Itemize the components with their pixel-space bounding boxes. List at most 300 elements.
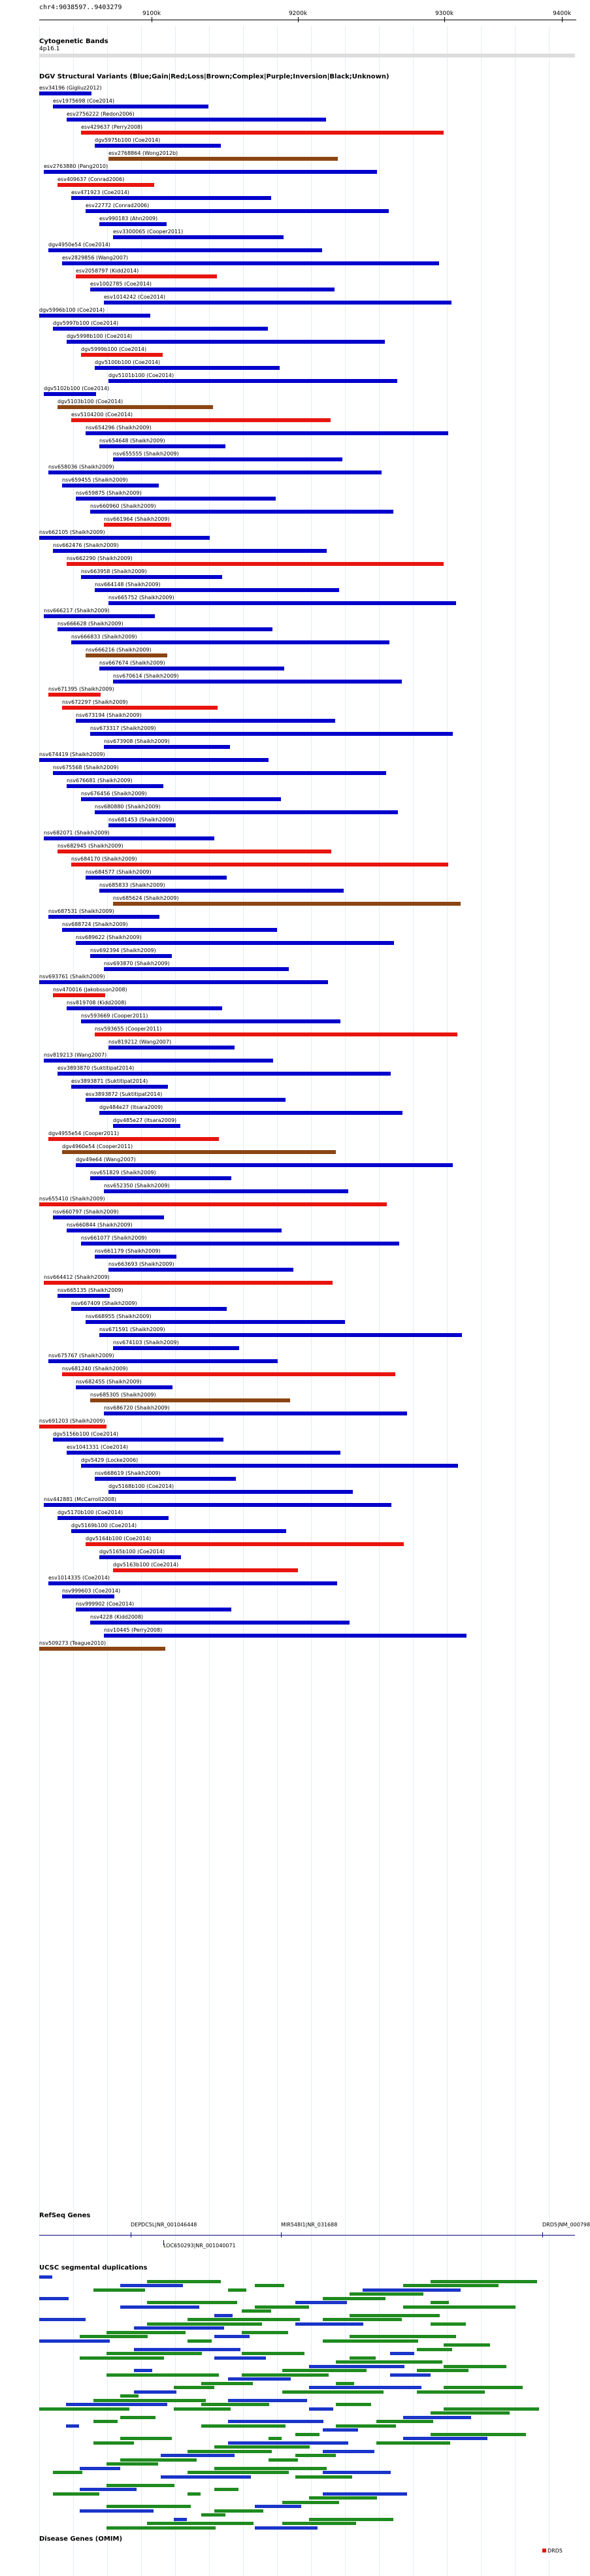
segdup-bar[interactable] [53,2471,82,2474]
segdup-bar[interactable] [53,2492,99,2496]
segdup-bar[interactable] [242,2309,271,2313]
dgv-variant-label[interactable]: nsv693761 (Shaikh2009) [39,974,105,980]
segdup-bar[interactable] [201,2403,269,2406]
dgv-variant-label[interactable]: esv1041331 (Coe2014) [67,1444,128,1450]
dgv-variant-bar[interactable] [76,1608,231,1611]
dgv-variant-bar[interactable] [48,1359,278,1363]
dgv-variant-bar[interactable] [62,261,439,265]
dgv-variant-bar[interactable] [39,314,150,318]
dgv-variant-label[interactable]: nsv687531 (Shaikh2009) [48,908,114,914]
segdup-bar[interactable] [403,2437,487,2440]
dgv-variant-bar[interactable] [44,1059,273,1063]
segdup-bar[interactable] [323,2492,407,2496]
dgv-variant-bar[interactable] [62,484,159,487]
segdup-bar[interactable] [431,2301,449,2304]
segdup-bar[interactable] [134,2390,169,2394]
segdup-bar[interactable] [214,2488,238,2491]
segdup-bar[interactable] [282,2501,339,2504]
segdup-bar[interactable] [39,2297,69,2300]
segdup-bar[interactable] [242,2352,304,2355]
dgv-variant-bar[interactable] [71,196,271,200]
dgv-variant-bar[interactable] [99,444,225,448]
dgv-variant-label[interactable]: dgv5168b100 (Coe2014) [108,1483,174,1489]
segdup-bar[interactable] [255,2505,301,2508]
dgv-variant-label[interactable]: nsv509273 (Teague2010) [39,1640,107,1646]
segdup-bar[interactable] [174,2518,187,2521]
segdup-bar[interactable] [134,2348,240,2351]
dgv-variant-bar[interactable] [67,562,444,566]
dgv-variant-bar[interactable] [76,719,335,723]
dgv-variant-bar[interactable] [39,980,328,984]
segdup-bar[interactable] [80,2488,137,2491]
segdup-bar[interactable] [444,2365,506,2368]
dgv-variant-bar[interactable] [71,418,331,422]
segdup-bar[interactable] [134,2326,224,2330]
segdup-bar[interactable] [214,2335,250,2338]
segdup-bar[interactable] [107,2484,174,2487]
dgv-variant-label[interactable]: nsv651829 (Shaikh2009) [90,1170,156,1176]
dgv-variant-label[interactable]: nsv593669 (Cooper2011) [81,1013,148,1019]
dgv-variant-label[interactable]: nsv681240 (Shaikh2009) [62,1366,128,1372]
segdup-bar[interactable] [107,2331,186,2334]
dgv-variant-label[interactable]: nsv673908 (Shaikh2009) [104,738,170,744]
dgv-variant-label[interactable]: esv2829856 (Wang2007) [62,255,129,261]
dgv-variant-label[interactable]: dgv5169b100 (Coe2014) [71,1523,137,1528]
dgv-variant-label[interactable]: nsv668619 (Shaikh2009) [95,1470,161,1476]
dgv-variant-label[interactable]: dgv5975b100 (Coe2014) [95,137,161,143]
dgv-variant-label[interactable]: nsv661077 (Shaikh2009) [81,1235,147,1241]
segdup-bar[interactable] [39,2339,102,2343]
dgv-variant-bar[interactable] [53,993,105,997]
dgv-variant-bar[interactable] [57,1072,391,1076]
segdup-bar[interactable] [174,2407,231,2411]
dgv-variant-label[interactable]: nsv671395 (Shaikh2009) [48,686,114,692]
dgv-variant-bar[interactable] [71,1307,227,1311]
segdup-bar[interactable] [147,2301,237,2304]
segdup-bar[interactable] [39,2407,129,2411]
dgv-variant-bar[interactable] [53,105,208,108]
dgv-variant-bar[interactable] [44,1281,333,1285]
dgv-variant-bar[interactable] [81,575,222,579]
segdup-bar[interactable] [93,2441,134,2445]
dgv-variant-label[interactable]: nsv682455 (Shaikh2009) [76,1379,142,1385]
dgv-variant-bar[interactable] [113,1124,180,1128]
dgv-variant-bar[interactable] [57,1294,110,1298]
dgv-variant-label[interactable]: nsv660844 (Shaikh2009) [67,1222,133,1228]
segdup-bar[interactable] [323,2450,374,2453]
dgv-variant-label[interactable]: nsv680880 (Shaikh2009) [95,804,161,810]
segdup-bar[interactable] [309,2386,421,2389]
dgv-variant-bar[interactable] [86,653,167,657]
dgv-variant-bar[interactable] [48,248,322,252]
dgv-variant-label[interactable]: nsv654648 (Shaikh2009) [99,438,165,444]
dgv-variant-label[interactable]: dgv5996b100 (Coe2014) [39,307,105,313]
dgv-variant-bar[interactable] [76,497,276,501]
dgv-variant-label[interactable]: dgv4955e54 (Cooper2011) [48,1131,120,1136]
segdup-bar[interactable] [431,2322,466,2326]
dgv-variant-label[interactable]: dgv49e64 (Wang2007) [76,1157,136,1163]
segdup-bar[interactable] [66,2403,167,2406]
segdup-bar[interactable] [242,2331,288,2334]
dgv-variant-bar[interactable] [108,601,456,605]
dgv-variant-label[interactable]: dgv5163b100 (Coe2014) [113,1562,179,1568]
dgv-variant-label[interactable]: dgv484e27 (Itsara2009) [99,1104,163,1110]
segdup-bar[interactable] [336,2382,354,2385]
dgv-variant-bar[interactable] [86,209,389,213]
dgv-variant-bar[interactable] [44,1503,391,1507]
dgv-variant-bar[interactable] [48,471,382,474]
dgv-variant-label[interactable]: nsv655410 (Shaikh2009) [39,1196,105,1202]
segdup-bar[interactable] [323,2471,391,2474]
dgv-variant-bar[interactable] [48,1137,219,1141]
segdup-bar[interactable] [336,2360,442,2364]
segdup-bar[interactable] [39,2318,86,2321]
segdup-bar[interactable] [323,2339,418,2343]
segdup-bar[interactable] [188,2339,212,2343]
segdup-bar[interactable] [107,2526,208,2530]
segdup-bar[interactable] [431,2433,526,2436]
segdup-bar[interactable] [228,2288,246,2292]
segdup-bar[interactable] [188,2492,201,2496]
disease-gene-label[interactable]: DRD5 [548,2548,563,2554]
dgv-variant-label[interactable]: nsv691203 (Shaikh2009) [39,1418,105,1424]
segdup-bar[interactable] [417,2390,485,2394]
segdup-bar[interactable] [282,2522,356,2525]
dgv-variant-bar[interactable] [76,1385,172,1389]
refseq-gene-label[interactable]: LOC650293|NR_001040071 [163,2243,236,2249]
dgv-variant-label[interactable]: nsv658036 (Shaikh2009) [48,464,114,470]
dgv-variant-bar[interactable] [57,850,331,853]
segdup-bar[interactable] [214,2314,233,2317]
dgv-variant-bar[interactable] [108,1268,293,1272]
dgv-variant-label[interactable]: nsv662105 (Shaikh2009) [39,529,105,535]
dgv-variant-label[interactable]: nsv661179 (Shaikh2009) [95,1248,161,1254]
segdup-bar[interactable] [214,2445,310,2449]
dgv-variant-label[interactable]: dgv4960e54 (Cooper2011) [62,1144,133,1149]
dgv-variant-bar[interactable] [67,784,163,788]
dgv-variant-bar[interactable] [71,1085,168,1089]
dgv-variant-bar[interactable] [62,1594,114,1598]
segdup-bar[interactable] [431,2411,510,2415]
dgv-variant-label[interactable]: esv429637 (Perry2008) [81,124,143,130]
dgv-variant-label[interactable]: dgv5999b100 (Coe2014) [81,346,147,352]
dgv-variant-bar[interactable] [53,1438,223,1442]
dgv-variant-bar[interactable] [95,144,221,148]
segdup-bar[interactable] [417,2369,468,2372]
dgv-variant-bar[interactable] [62,1372,395,1376]
dgv-variant-label[interactable]: dgv5164b100 (Coe2014) [86,1536,152,1542]
dgv-variant-label[interactable]: nsv662476 (Shaikh2009) [53,542,119,548]
dgv-variant-label[interactable]: nsv685305 (Shaikh2009) [90,1392,156,1398]
dgv-variant-bar[interactable] [108,157,338,161]
segdup-bar[interactable] [323,2428,358,2432]
dgv-variant-label[interactable]: esv990183 (Ahn2009) [99,216,158,222]
dgv-variant-label[interactable]: nsv673317 (Shaikh2009) [90,725,156,731]
dgv-variant-bar[interactable] [67,1451,340,1455]
dgv-variant-label[interactable]: esv22772 (Conrad2006) [86,203,150,208]
dgv-variant-label[interactable]: nsv4228 (Kidd2008) [90,1614,144,1620]
dgv-variant-label[interactable]: esv5104200 (Coe2014) [71,412,133,418]
dgv-variant-bar[interactable] [104,1634,467,1638]
dgv-variant-bar[interactable] [44,836,214,840]
dgv-variant-bar[interactable] [113,680,402,684]
dgv-variant-label[interactable]: nsv660960 (Shaikh2009) [90,503,156,509]
dgv-variant-bar[interactable] [95,366,280,370]
segdup-bar[interactable] [309,2496,377,2500]
dgv-variant-bar[interactable] [76,941,394,945]
dgv-variant-bar[interactable] [81,131,444,135]
dgv-variant-bar[interactable] [62,1150,336,1154]
dgv-variant-label[interactable]: nsv692394 (Shaikh2009) [90,948,156,953]
dgv-variant-label[interactable]: nsv665752 (Shaikh2009) [108,595,174,601]
dgv-variant-label[interactable]: nsv675767 (Shaikh2009) [48,1353,114,1359]
segdup-bar[interactable] [309,2365,404,2368]
segdup-bar[interactable] [403,2305,516,2309]
dgv-variant-label[interactable]: esv1975698 (Coe2014) [53,98,114,104]
dgv-variant-bar[interactable] [53,1215,164,1219]
dgv-variant-label[interactable]: esv2768864 (Wong2012b) [108,150,178,156]
dgv-variant-bar[interactable] [99,1555,181,1559]
refseq-gene-label[interactable]: DRD5|NM_000798 [542,2222,590,2228]
dgv-variant-label[interactable]: nsv689622 (Shaikh2009) [76,934,142,940]
dgv-variant-label[interactable]: nsv682071 (Shaikh2009) [44,830,110,836]
segdup-bar[interactable] [134,2369,152,2372]
dgv-variant-bar[interactable] [90,1176,231,1180]
dgv-variant-bar[interactable] [108,823,176,827]
dgv-variant-label[interactable]: nsv681453 (Shaikh2009) [108,817,174,823]
segdup-bar[interactable] [403,2416,471,2419]
dgv-variant-bar[interactable] [39,1425,107,1428]
dgv-variant-bar[interactable] [48,915,159,919]
segdup-bar[interactable] [336,2424,387,2428]
segdup-bar[interactable] [431,2280,537,2283]
dgv-variant-label[interactable]: esv1014242 (Coe2014) [104,294,165,300]
dgv-variant-bar[interactable] [99,1111,402,1115]
dgv-variant-label[interactable]: nsv662290 (Shaikh2009) [67,555,133,561]
dgv-variant-bar[interactable] [81,1464,458,1468]
segdup-bar[interactable] [147,2280,221,2283]
segdup-bar[interactable] [295,2475,352,2479]
segdup-bar[interactable] [201,2513,225,2517]
dgv-variant-label[interactable]: nsv654296 (Shaikh2009) [86,425,152,431]
segdup-bar[interactable] [107,2373,219,2377]
dgv-variant-label[interactable]: esv2756222 (Redon2006) [67,111,135,117]
dgv-variant-label[interactable]: esv409637 (Conrad2006) [57,176,125,182]
dgv-variant-bar[interactable] [99,889,344,893]
dgv-variant-bar[interactable] [90,1398,290,1402]
dgv-variant-bar[interactable] [99,667,284,670]
dgv-variant-bar[interactable] [76,1163,453,1167]
dgv-variant-bar[interactable] [67,1229,282,1232]
segdup-bar[interactable] [323,2297,385,2300]
dgv-variant-bar[interactable] [86,1320,345,1324]
refseq-gene-label[interactable]: DEPDC5L|NR_001046448 [131,2222,197,2228]
dgv-variant-label[interactable]: dgv485e27 (Itsara2009) [113,1117,177,1123]
dgv-variant-bar[interactable] [67,340,385,344]
dgv-variant-label[interactable]: esv2763880 (Pang2010) [44,163,108,169]
segdup-bar[interactable] [255,2284,284,2287]
disease-gene-mark[interactable] [542,2549,546,2552]
segdup-bar[interactable] [214,2509,255,2513]
dgv-variant-bar[interactable] [39,536,210,540]
segdup-bar[interactable] [444,2407,539,2411]
segdup-bar[interactable] [120,2394,139,2398]
segdup-bar[interactable] [120,2416,156,2419]
dgv-variant-label[interactable]: esv34196 (Gigliuz2012) [39,85,102,91]
dgv-variant-label[interactable]: dgv5997b100 (Coe2014) [53,320,119,326]
dgv-variant-bar[interactable] [81,1019,340,1023]
dgv-variant-label[interactable]: nsv676456 (Shaikh2009) [81,791,147,797]
dgv-variant-label[interactable]: dgv5102b100 (Coe2014) [44,386,110,391]
dgv-variant-label[interactable]: dgv5103b100 (Coe2014) [57,399,123,405]
dgv-variant-bar[interactable] [71,1529,286,1533]
dgv-variant-label[interactable]: nsv819212 (Wang2007) [108,1039,172,1045]
dgv-variant-bar[interactable] [95,810,398,814]
dgv-variant-label[interactable]: nsv10445 (Perry2008) [104,1627,163,1633]
segdup-bar[interactable] [161,2454,235,2457]
dgv-variant-bar[interactable] [108,1046,235,1049]
segdup-bar[interactable] [80,2335,148,2338]
dgv-variant-bar[interactable] [81,797,281,801]
dgv-variant-label[interactable]: nsv666217 (Shaikh2009) [44,608,110,614]
dgv-variant-bar[interactable] [90,732,453,736]
dgv-variant-label[interactable]: nsv674419 (Shaikh2009) [39,751,105,757]
segdup-bar[interactable] [295,2454,336,2457]
dgv-variant-bar[interactable] [44,170,377,174]
dgv-variant-label[interactable]: nsv667674 (Shaikh2009) [99,660,165,666]
dgv-variant-bar[interactable] [95,1255,176,1259]
dgv-variant-bar[interactable] [67,1006,222,1010]
dgv-variant-label[interactable]: nsv655555 (Shaikh2009) [113,451,179,457]
segdup-bar[interactable] [201,2382,253,2385]
segdup-bar[interactable] [93,2420,118,2423]
dgv-variant-label[interactable]: nsv666216 (Shaikh2009) [86,647,152,653]
segdup-bar[interactable] [323,2318,402,2321]
dgv-variant-bar[interactable] [113,235,284,239]
dgv-variant-bar[interactable] [104,523,171,527]
dgv-variant-label[interactable]: dgv5170b100 (Coe2014) [57,1510,123,1515]
dgv-variant-bar[interactable] [113,457,342,461]
dgv-variant-label[interactable]: nsv652350 (Shaikh2009) [104,1183,170,1189]
segdup-bar[interactable] [295,2433,320,2436]
segdup-bar[interactable] [444,2386,523,2389]
dgv-variant-bar[interactable] [90,510,393,514]
segdup-bar[interactable] [188,2471,289,2474]
dgv-variant-label[interactable]: dgv4950e54 (Coe2014) [48,242,110,248]
refseq-gene-label[interactable]: MIR548I1|NR_031688 [281,2222,338,2228]
segdup-bar[interactable] [188,2318,300,2321]
segdup-bar[interactable] [201,2424,286,2428]
segdup-bar[interactable] [188,2450,272,2453]
dgv-variant-label[interactable]: nsv470016 (Jakobsson2008) [53,987,127,993]
dgv-variant-label[interactable]: nsv663693 (Shaikh2009) [108,1261,174,1267]
segdup-bar[interactable] [269,2458,298,2462]
dgv-variant-bar[interactable] [76,274,217,278]
dgv-variant-bar[interactable] [113,1568,298,1572]
dgv-variant-bar[interactable] [108,1490,353,1494]
dgv-variant-label[interactable]: dgv5101b100 (Coe2014) [108,372,174,378]
dgv-variant-label[interactable]: nsv685624 (Shaikh2009) [113,895,179,901]
dgv-variant-bar[interactable] [113,1346,239,1350]
dgv-variant-bar[interactable] [57,627,272,631]
segdup-bar[interactable] [242,2373,321,2377]
dgv-variant-label[interactable]: esv3893870 (Suktitipat2014) [57,1065,135,1071]
dgv-variant-bar[interactable] [81,1242,399,1246]
segdup-bar[interactable] [363,2288,453,2292]
dgv-variant-label[interactable]: esv2058797 (Kidd2014) [76,268,139,274]
dgv-variant-label[interactable]: dgv5100b100 (Coe2014) [95,359,161,365]
segdup-bar[interactable] [120,2305,199,2309]
segdup-bar[interactable] [350,2314,440,2317]
dgv-variant-label[interactable]: nsv661964 (Shaikh2009) [104,516,170,522]
segdup-bar[interactable] [93,2288,145,2292]
segdup-bar[interactable] [214,2356,266,2360]
dgv-variant-bar[interactable] [48,1581,337,1585]
segdup-bar[interactable] [147,2522,254,2525]
segdup-bar[interactable] [228,2441,340,2445]
dgv-variant-bar[interactable] [86,431,448,435]
dgv-variant-label[interactable]: nsv688724 (Shaikh2009) [62,921,128,927]
segdup-bar[interactable] [350,2335,456,2338]
dgv-variant-label[interactable]: nsv665135 (Shaikh2009) [57,1287,123,1293]
dgv-variant-label[interactable]: dgv5998b100 (Coe2014) [67,333,133,339]
dgv-variant-bar[interactable] [53,327,268,331]
dgv-variant-bar[interactable] [39,758,269,762]
dgv-variant-label[interactable]: nsv684577 (Shaikh2009) [86,869,152,875]
segdup-bar[interactable] [282,2369,367,2372]
segdup-bar[interactable] [309,2518,393,2521]
segdup-bar[interactable] [107,2462,158,2466]
segdup-bar[interactable] [390,2352,414,2355]
dgv-variant-label[interactable]: nsv819213 (Wang2007) [44,1052,107,1058]
dgv-variant-label[interactable]: nsv664148 (Shaikh2009) [95,582,161,587]
dgv-variant-bar[interactable] [90,954,172,958]
segdup-bar[interactable] [376,2420,433,2423]
dgv-variant-label[interactable]: dgv5429 (Locke2006) [81,1457,139,1463]
dgv-variant-bar[interactable] [39,1647,165,1651]
dgv-variant-label[interactable]: nsv673194 (Shaikh2009) [76,712,142,718]
segdup-bar[interactable] [66,2424,79,2428]
dgv-variant-bar[interactable] [95,588,339,592]
dgv-variant-label[interactable]: nsv442881 (McCarroll2008) [44,1496,117,1502]
dgv-variant-bar[interactable] [44,392,96,396]
dgv-variant-bar[interactable] [104,745,230,749]
dgv-variant-bar[interactable] [95,1477,236,1481]
dgv-variant-bar[interactable] [57,1516,169,1520]
dgv-variant-label[interactable]: nsv685833 (Shaikh2009) [99,882,165,888]
dgv-variant-label[interactable]: nsv666628 (Shaikh2009) [57,621,123,627]
dgv-variant-label[interactable]: nsv675568 (Shaikh2009) [53,765,119,770]
dgv-variant-bar[interactable] [90,1621,350,1625]
dgv-variant-bar[interactable] [39,91,91,95]
dgv-variant-label[interactable]: esv3893872 (Suktitipat2014) [86,1091,163,1097]
dgv-variant-bar[interactable] [44,614,155,618]
segdup-bar[interactable] [214,2467,327,2470]
dgv-variant-label[interactable]: nsv670614 (Shaikh2009) [113,673,179,679]
segdup-bar[interactable] [228,2377,291,2381]
dgv-variant-bar[interactable] [113,902,461,906]
dgv-variant-label[interactable]: nsv693870 (Shaikh2009) [104,961,170,966]
dgv-variant-label[interactable]: nsv674103 (Shaikh2009) [113,1340,179,1346]
dgv-variant-bar[interactable] [108,379,397,383]
segdup-bar[interactable] [228,2420,323,2423]
segdup-bar[interactable] [174,2386,214,2389]
dgv-variant-label[interactable]: esv471923 (Coe2014) [71,190,129,195]
segdup-bar[interactable] [390,2373,431,2377]
dgv-variant-label[interactable]: nsv684170 (Shaikh2009) [71,856,137,862]
dgv-variant-label[interactable]: nsv593655 (Cooper2011) [95,1026,162,1032]
dgv-variant-bar[interactable] [48,693,101,697]
